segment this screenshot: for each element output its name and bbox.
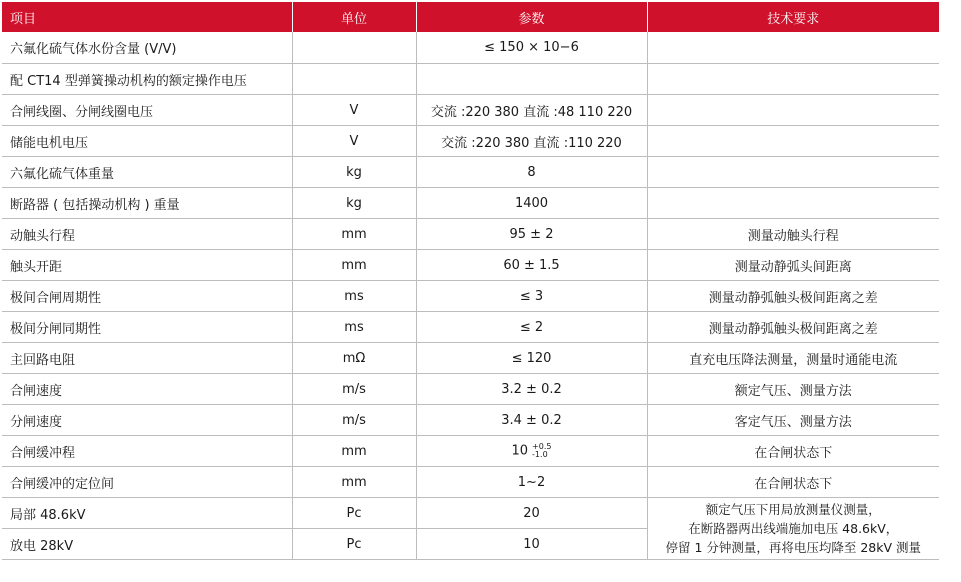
cell-param: 1400 [416,188,647,219]
header-row [2,2,939,32]
cell-item: 分闸速度 [2,405,292,436]
cell-tech [647,95,939,126]
tolerance-lower: -1.0 [532,450,548,459]
tolerance-upper: +0.5 [532,442,552,451]
cell-param [416,64,647,95]
cell-param: 3.4 ± 0.2 [416,405,647,436]
table-row [2,219,939,250]
cell-item: 合闸缓冲的定位间 [2,467,292,498]
table-row [2,312,939,343]
cell-tech-partial-discharge [647,498,939,560]
cell-item: 配 CT14 型弹簧操动机构的额定操作电压 [2,64,292,95]
cell-unit: V [292,95,416,126]
table-row [2,498,939,529]
cell-item: 断路器 ( 包括操动机构 ) 重量 [2,188,292,219]
cell-param: ≤ 150 × 10−6 [416,32,647,64]
cell-item: 合闸缓冲程 [2,436,292,467]
cell-unit: mm [292,467,416,498]
cell-item: 触头开距 [2,250,292,281]
table-row [2,95,939,126]
cell-param: ≤ 3 [416,281,647,312]
pd-note-line: 额定气压下用局放测量仪测量， [705,502,881,517]
cell-unit: ms [292,281,416,312]
cell-unit: m/s [292,374,416,405]
table-row [2,343,939,374]
table-row [2,436,939,467]
table-row [2,405,939,436]
cell-item: 主回路电阻 [2,343,292,374]
cell-item: 极间合闸周期性 [2,281,292,312]
cell-tech [647,64,939,95]
cell-param: 10 [416,529,647,560]
table-row [2,374,939,405]
cell-tech: 直充电压降法测量，测量时通能电流 [647,343,939,374]
cell-unit: Pc [292,498,416,529]
header-unit: 单位 [292,2,416,32]
cell-tech [647,32,939,64]
cell-param [416,436,647,467]
param-value: 10 [511,443,529,459]
cell-tech [647,188,939,219]
cell-param: 交流 :220 380 直流 :110 220 [416,126,647,157]
cell-param: 3.2 ± 0.2 [416,374,647,405]
cell-unit: mΩ [292,343,416,374]
cell-param: 95 ± 2 [416,219,647,250]
cell-tech: 测量动静弧头间距离 [647,250,939,281]
cell-item: 六氟化硫气体重量 [2,157,292,188]
table-row [2,467,939,498]
cell-unit: kg [292,188,416,219]
cell-item: 放电 28kV [2,529,292,560]
cell-param: 60 ± 1.5 [416,250,647,281]
table-row [2,281,939,312]
cell-item: 动触头行程 [2,219,292,250]
cell-unit: Pc [292,529,416,560]
cell-unit: ms [292,312,416,343]
cell-tech [647,126,939,157]
cell-item: 合闸线圈、分闸线圈电压 [2,95,292,126]
table-row [2,64,939,95]
cell-param: 交流 :220 380 直流 :48 110 220 [416,95,647,126]
cell-item: 六氟化硫气体水份含量 (V/V) [2,32,292,64]
cell-param: 20 [416,498,647,529]
cell-unit [292,64,416,95]
header-tech: 技术要求 [647,2,939,32]
tolerance [532,443,551,459]
cell-unit: mm [292,436,416,467]
cell-tech [647,157,939,188]
cell-tech: 客定气压、测量方法 [647,405,939,436]
cell-tech: 在合闸状态下 [647,436,939,467]
header-item: 项目 [2,2,292,32]
pd-note-line: 在断路器两出线端施加电压 48.6kV， [688,521,899,536]
cell-tech: 测量动触头行程 [647,219,939,250]
cell-unit: kg [292,157,416,188]
cell-param: 1~2 [416,467,647,498]
cell-item: 极间分闸同期性 [2,312,292,343]
table-row [2,250,939,281]
cell-tech: 测量动静弧触头极间距离之差 [647,312,939,343]
cell-unit [292,32,416,64]
cell-tech: 在合闸状态下 [647,467,939,498]
table-row [2,126,939,157]
cell-param: ≤ 120 [416,343,647,374]
cell-item: 储能电机电压 [2,126,292,157]
cell-tech: 测量动静弧触头极间距离之差 [647,281,939,312]
cell-param: ≤ 2 [416,312,647,343]
cell-unit: mm [292,219,416,250]
table-row [2,188,939,219]
header-param: 参数 [416,2,647,32]
cell-unit: V [292,126,416,157]
table-body [2,32,939,560]
cell-unit: m/s [292,405,416,436]
cell-param: 8 [416,157,647,188]
cell-tech: 额定气压、测量方法 [647,374,939,405]
table-row [2,32,939,64]
pd-note-line: 停留 1 分钟测量，再将电压均降至 28kV 测量 [665,540,922,555]
spec-table [2,2,939,560]
cell-item: 局部 48.6kV [2,498,292,529]
table-header [2,2,939,32]
cell-unit: mm [292,250,416,281]
table-row [2,157,939,188]
cell-item: 合闸速度 [2,374,292,405]
